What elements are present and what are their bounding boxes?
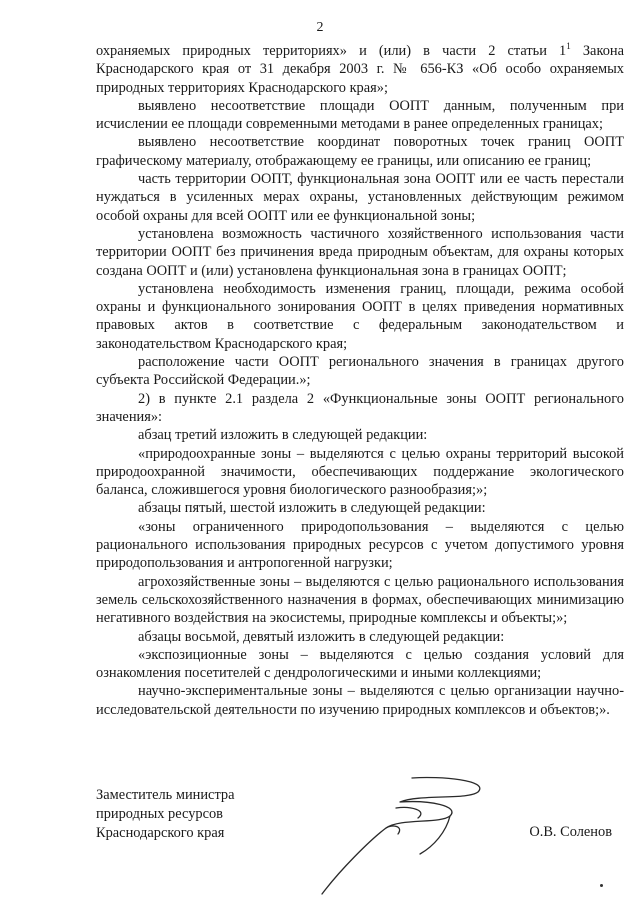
footnote-superscript: 1 — [566, 41, 571, 52]
paragraph-item: установлена возможность частичного хозяйственного использования части территории ООПТ без причинения вреда природным объектам, для охраны которых создана ООПТ и (или) установлена функциональная зона в границах ООПТ; — [96, 225, 624, 279]
signatory-name: О.В. Соленов — [529, 824, 612, 840]
page-number: 2 — [316, 20, 324, 35]
paragraph-item: «экспозиционные зоны – выделяются с целью создания условий для ознакомления посетителей с дендрологическими и иными коллекциями; — [96, 646, 624, 682]
signatory-position-line: природных ресурсов — [96, 806, 223, 822]
paragraph-item: «зоны ограниченного природопользования – выделяются с целью рационального использования природных ресурсов с учетом допустимого уровня природопользования и антропогенной нагрузки; — [96, 518, 624, 572]
paragraph-item: абзацы восьмой, девятый изложить в следующей редакции: — [138, 628, 505, 645]
signatory-position-line: Заместитель министра — [96, 787, 235, 803]
paragraph-item: «природоохранные зоны – выделяются с целью охраны территорий высокой природоохранной значимости, обеспечивающих поддержание экологического баланса, сложившегося уровня биологического разнообразия;»; — [96, 445, 624, 499]
paragraph-item: выявлено несоответствие координат поворотных точек границ ООПТ графическому материалу, отображающему ее границы, или описанию ее границ; — [96, 134, 624, 169]
signatory-position — [96, 786, 235, 843]
scan-dot-mark — [600, 884, 603, 887]
paragraph-item: расположение части ООПТ регионального значения в границах другого субъекта Российской Федерации.»; — [96, 354, 624, 389]
paragraph-continuation: охраняемых природных территориях» и (или) в части 2 статьи 1$^1$ Закона Краснодарского края от 31 декабря 2003 г. № 656-КЗ «Об особо охраняемых природных территориях Краснодарского края»; — [96, 41, 624, 96]
paragraph-item: установлена необходимость изменения границ, площади, режима особой охраны и функционального зонирования ООПТ в целях приведения нормативных правовых актов в соответствие с федеральным законодательством и законодательством Краснодарского края; — [96, 280, 624, 352]
paragraph-item: выявлено несоответствие площади ООПТ данным, полученным при исчислении ее площади современными методами в ранее определенных границах; — [96, 97, 624, 133]
document-body — [96, 42, 624, 719]
paragraph-item: абзацы пятый, шестой изложить в следующей редакции: — [138, 500, 486, 517]
signatory-position-line: Краснодарского края — [96, 825, 225, 841]
paragraph-item: часть территории ООПТ, функциональная зона ООПТ или ее часть перестали нуждаться в усиленных мерах охраны, установленных действующим режимом особой охраны для всей ООПТ или ее функциональной зоны; — [96, 171, 624, 224]
paragraph-item: научно-экспериментальные зоны – выделяются с целью организации научно-исследовательской деятельности по изучению природных комплексов и объектов;». — [96, 683, 624, 718]
paragraph-item: агрохозяйственные зоны – выделяются с целью рационального использования земель сельскохозяйственного назначения в формах, обеспечивающих минимизацию негативного воздействия на экосистемы, природные комплексы и объекты;»; — [96, 573, 624, 627]
paragraph-item: абзац третий изложить в следующей редакции: — [138, 427, 428, 444]
paragraph-item: 2) в пункте 2.1 раздела 2 «Функциональные зоны ООПТ регионального значения»: — [96, 390, 624, 425]
handwritten-signature — [300, 770, 510, 900]
